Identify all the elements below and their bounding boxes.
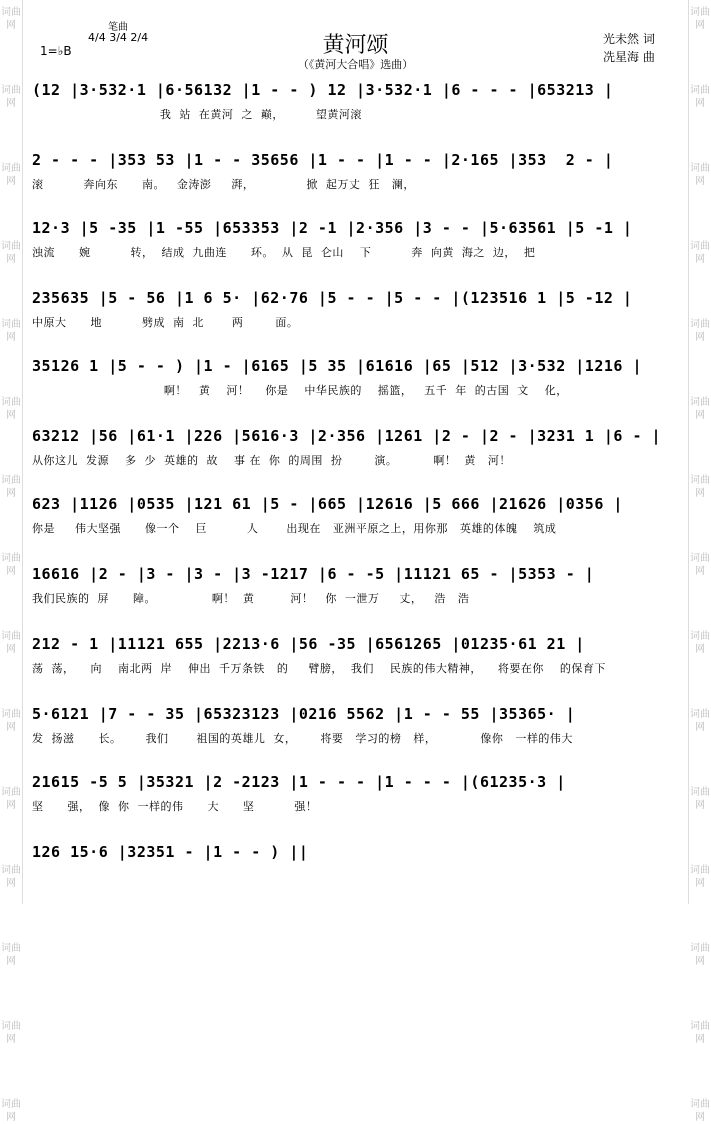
lyric-line: 滚 奔向东 南。 金涛澎 湃， 掀 起万丈 狂 澜，: [32, 178, 415, 191]
meter-2-4: 2/4: [130, 31, 149, 44]
notation-line: 63212 |56 |61·1 |226 |5616·3 |2·356 |1261 |2 - |2 - |3231 1 |6 - |: [32, 427, 662, 445]
watermark-text: 词曲网: [690, 553, 710, 577]
lyric-line: 浊流 婉 转， 结成 九曲连 环。 从 昆 仑山 下 奔 向黄 海之 边， 把: [32, 246, 536, 259]
watermark-text: 词曲网: [690, 631, 710, 655]
lyric-line: 啊！ 黄 河！ 你是 中华民族的 摇篮， 五千 年 的古国 文 化，: [32, 384, 568, 397]
watermark-text: 词曲网: [690, 943, 710, 967]
notation-line: (12 |3·532·1 |6·56132 |1 - - ) 12 |3·532·1 |6 - - - |653213 |: [32, 81, 614, 99]
score-system-8: [32, 564, 681, 606]
lyric-line: 从你这儿 发源 多 少 英雄的 故 事 在 你 的周围 扮 演。 啊！ 黄 河！: [32, 454, 511, 467]
watermark-text: 词曲网: [690, 397, 710, 421]
watermark-text: 词曲网: [690, 709, 710, 733]
key-signature: 1=♭B: [40, 44, 72, 58]
lyric-line: 中原大 地 劈成 南 北 两 面。: [32, 316, 299, 329]
watermark-text: 词曲网: [1, 241, 21, 265]
lyric-line: 我 站 在黄河 之 巅， 望黄河滚: [32, 108, 362, 121]
watermark-text: 词曲网: [690, 787, 710, 811]
watermark-strip-right: [688, 0, 711, 1123]
watermark-text: 词曲网: [690, 163, 710, 187]
watermark-text: 词曲网: [1, 787, 21, 811]
lyric-line: 我们民族的 屏 障。 啊！ 黄 河！ 你 一泄万 丈， 浩 浩: [32, 592, 470, 605]
lyric-line: 发 扬滋 长。 我们 祖国的英雄儿 女， 将要 学习的榜 样， 像你 一样的伟大: [32, 732, 573, 745]
composer-credit: 冼星海 曲: [603, 50, 655, 64]
meter-4-4: 4/4: [88, 31, 106, 44]
watermark-text: 词曲网: [1, 475, 21, 499]
lyric-line: 荡 荡， 向 南北两 岸 伸出 千万条铁 的 臂膀， 我们 民族的伟大精神， 将要在你 的保育下: [32, 662, 606, 675]
score-system-9: [32, 634, 681, 676]
watermark-text: 词曲网: [1, 85, 21, 109]
watermark-text: 词曲网: [1, 865, 21, 889]
score-system-12: [32, 842, 681, 884]
song-title: 黄河颂: [322, 33, 389, 58]
notation-line: 21615 -5 5 |35321 |2 -2123 |1 - - - |1 - - - |(61235·3 |: [32, 773, 566, 791]
notation-line: 623 |1126 |0535 |121 61 |5 - |665 |12616 |5 666 |21626 |0356 |: [32, 495, 623, 513]
lyric-line: 你是 伟大坚强 像一个 巨 人 出现在 亚洲平原之上，用你那 英雄的体魄 筑成: [32, 522, 557, 535]
notation-line: 35126 1 |5 - - ) |1 - |6165 |5 35 |61616 |65 |512 |3·532 |1216 |: [32, 357, 642, 375]
watermark-text: 词曲网: [1, 709, 21, 733]
watermark-text: 词曲网: [690, 1021, 710, 1045]
watermark-text: 词曲网: [690, 865, 710, 889]
score-system-3: [32, 218, 681, 260]
score-system-4: [32, 288, 681, 330]
notation-line: 5·6121 |7 - - 35 |65323123 |0216 5562 |1 - - 55 |35365· |: [32, 705, 576, 723]
meter-label: 笔曲: [108, 22, 128, 33]
watermark-text: 词曲网: [690, 85, 710, 109]
score-header: [24, 0, 687, 80]
watermark-text: 词曲网: [690, 475, 710, 499]
credits: [603, 30, 683, 66]
watermark-text: 词曲网: [1, 7, 21, 31]
watermark-text: 词曲网: [1, 319, 21, 343]
watermark-text: 词曲网: [1, 163, 21, 187]
score-system-11: [32, 772, 681, 814]
notation-line: 16616 |2 - |3 - |3 - |3 -1217 |6 - -5 |11121 65 - |5353 - |: [32, 565, 595, 583]
watermark-text: 词曲网: [690, 7, 710, 31]
watermark-text: 词曲网: [1, 943, 21, 967]
song-subtitle: （《黄河大合唱》选曲）: [297, 58, 414, 71]
lyric-line: 坚 强， 像 你 一样的伟 大 坚 强！: [32, 800, 318, 813]
lyricist-credit: 光未然 词: [603, 32, 655, 46]
lyric-line: [32, 870, 681, 884]
watermark-text: 词曲网: [1, 397, 21, 421]
score-system-7: [32, 494, 681, 536]
score-system-5: [32, 356, 681, 398]
watermark-text: 词曲网: [690, 1099, 710, 1123]
watermark-text: 词曲网: [690, 319, 710, 343]
watermark-text: 词曲网: [1, 1021, 21, 1045]
score-system-6: [32, 426, 681, 468]
notation-line: 126 15·6 |32351 - |1 - - ) ||: [32, 843, 309, 861]
score-system-1: [32, 80, 681, 122]
notation-line: 2 - - - |353 53 |1 - - 35656 |1 - - |1 - - |2·165 |353 2 - |: [32, 151, 614, 169]
score-system-2: [32, 150, 681, 192]
watermark-strip-left: [0, 0, 23, 1123]
notation-line: 212 - 1 |11121 655 |2213·6 |56 -35 |6561265 |01235·61 21 |: [32, 635, 585, 653]
score-system-10: [32, 704, 681, 746]
watermark-text: 词曲网: [1, 1099, 21, 1123]
watermark-text: 词曲网: [1, 631, 21, 655]
meter-3-4: 3/4: [109, 31, 127, 44]
notation-line: 235635 |5 - 56 |1 6 5· |62·76 |5 - - |5 - - |(123516 1 |5 -12 |: [32, 289, 633, 307]
watermark-text: 词曲网: [690, 241, 710, 265]
notation-line: 12·3 |5 -35 |1 -55 |653353 |2 -1 |2·356 |3 - - |5·63561 |5 -1 |: [32, 219, 633, 237]
watermark-text: 词曲网: [1, 553, 21, 577]
